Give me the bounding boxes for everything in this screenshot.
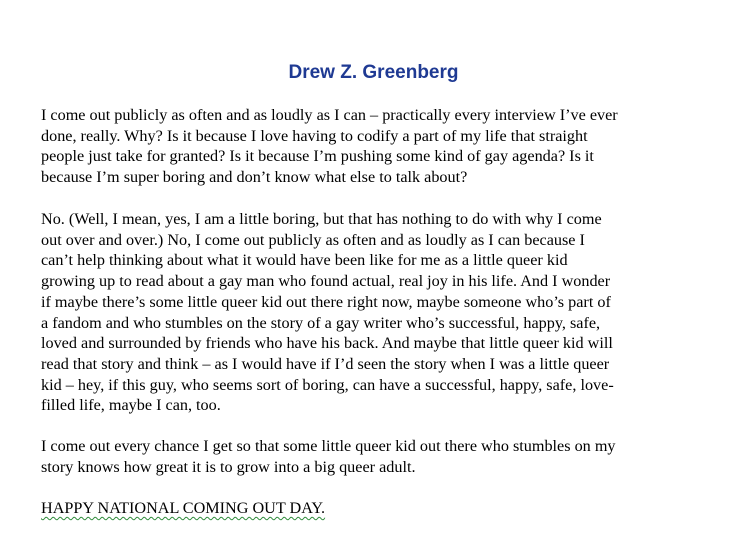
paragraph-line: story knows how great it is to grow into a big queer adult. xyxy=(41,457,416,476)
paragraph-line: out over and over.) No, I come out publicly as often and as loudly as I can because I xyxy=(41,230,585,249)
paragraph-line: people just take for granted? Is it because I’m pushing some kind of gay agenda? Is it xyxy=(41,147,594,166)
paragraph-2 xyxy=(41,209,721,416)
paragraph-line: filled life, maybe I can, too. xyxy=(41,396,221,415)
paragraph-line: No. (Well, I mean, yes, I am a little boring, but that has nothing to do with why I come xyxy=(41,210,602,228)
paragraph-3 xyxy=(41,436,721,477)
paragraph-line: read that story and think – as I would have if I’d seen the story when I was a little queer xyxy=(41,354,610,373)
paragraph-line: if maybe there’s some little queer kid out there right now, maybe someone who’s part of xyxy=(41,292,611,311)
paragraph-line: loved and surrounded by friends who have his back. And maybe that little queer kid will xyxy=(41,334,613,353)
paragraph-line: a fandom and who stumbles on the story of a gay writer who’s successful, happy, safe, xyxy=(41,313,601,332)
paragraph-line: can’t help thinking about what it would have been like for me as a little queer kid xyxy=(41,251,568,270)
paragraph-1 xyxy=(41,105,721,188)
paragraph-line: kid – hey, if this guy, who seems sort of boring, can have a successful, happy, safe, love- xyxy=(41,375,614,394)
paragraph-line: growing up to read about a gay man who found actual, real joy in his life. And I wonder xyxy=(41,272,611,291)
paragraph-line: because I’m super boring and don’t know what else to talk about? xyxy=(41,168,468,187)
closing-line: HAPPY NATIONAL COMING OUT DAY. xyxy=(41,499,326,517)
document-title: Drew Z. Greenberg xyxy=(288,62,459,83)
paragraph-line: done, really. Why? Is it because I love having to codify a part of my life that straight xyxy=(41,126,588,145)
paragraph-line: I come out every chance I get so that some little queer kid out there who stumbles on my xyxy=(41,437,616,455)
paragraph-line: I come out publicly as often and as loudly as I can – practically every interview I’ve ever xyxy=(41,106,618,124)
